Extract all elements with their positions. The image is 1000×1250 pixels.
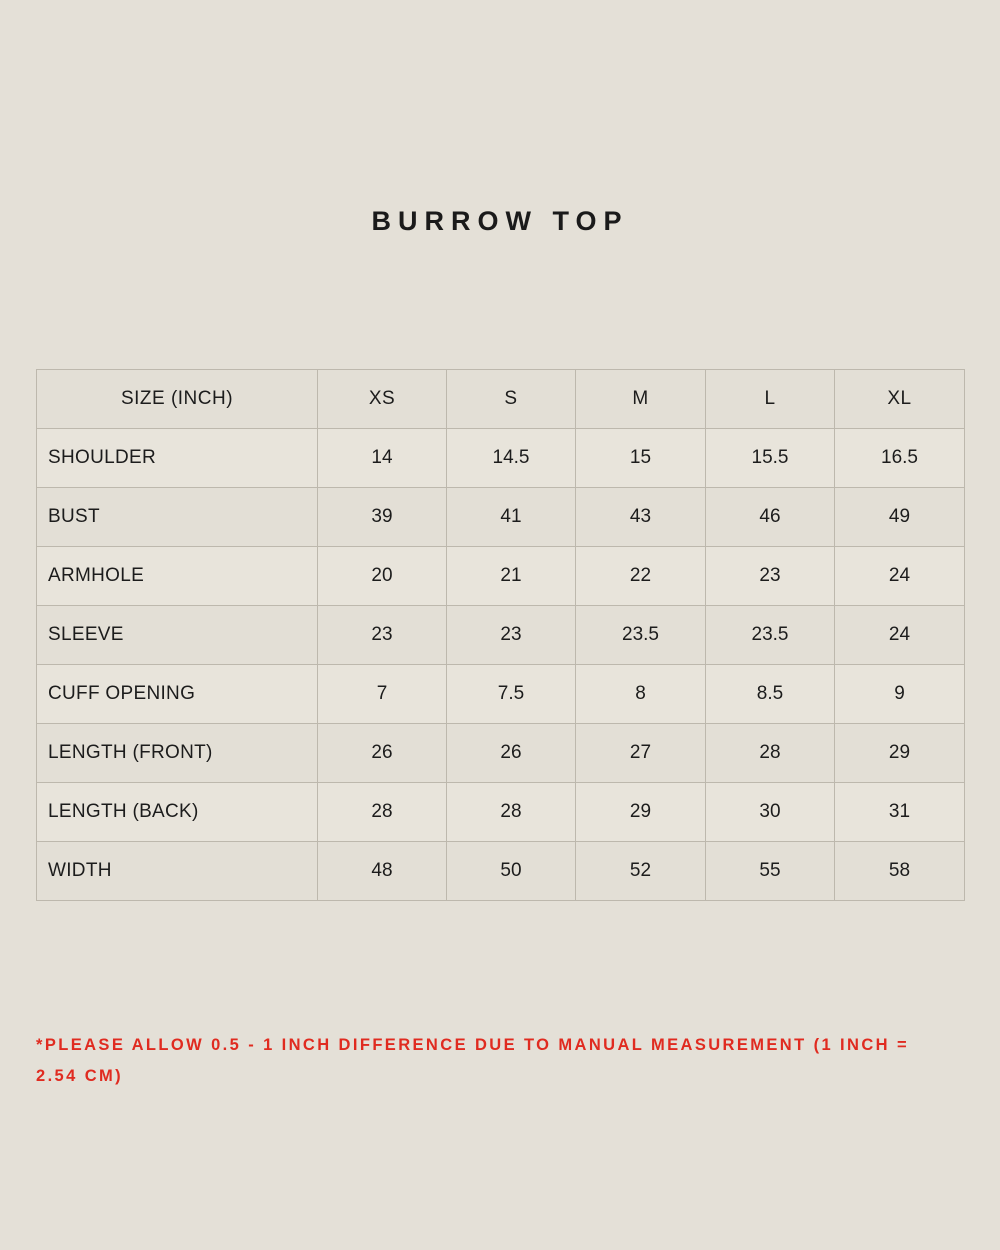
size-chart-table-wrapper xyxy=(36,369,964,901)
cell-value: 58 xyxy=(835,842,965,901)
cell-value: 22 xyxy=(576,547,706,606)
table-header-row xyxy=(37,370,965,429)
column-header-m: M xyxy=(576,370,706,429)
measurement-disclaimer: *PLEASE ALLOW 0.5 - 1 INCH DIFFERENCE DUE TO MANUAL MEASUREMENT (1 INCH = 2.54 CM) xyxy=(36,1036,909,1085)
row-label: CUFF OPENING xyxy=(37,665,318,724)
cell-value: 8 xyxy=(576,665,706,724)
cell-value: 14.5 xyxy=(447,429,576,488)
table-row xyxy=(37,724,965,783)
cell-value: 27 xyxy=(576,724,706,783)
cell-value: 29 xyxy=(576,783,706,842)
column-header-size: SIZE (INCH) xyxy=(37,370,318,429)
cell-value: 28 xyxy=(318,783,447,842)
cell-value: 48 xyxy=(318,842,447,901)
cell-value: 26 xyxy=(447,724,576,783)
cell-value: 46 xyxy=(706,488,835,547)
cell-value: 41 xyxy=(447,488,576,547)
table-row xyxy=(37,665,965,724)
row-label: ARMHOLE xyxy=(37,547,318,606)
cell-value: 23 xyxy=(318,606,447,665)
row-label: WIDTH xyxy=(37,842,318,901)
cell-value: 29 xyxy=(835,724,965,783)
cell-value: 23 xyxy=(447,606,576,665)
column-header-l: L xyxy=(706,370,835,429)
row-label: SLEEVE xyxy=(37,606,318,665)
column-header-s: S xyxy=(447,370,576,429)
cell-value: 26 xyxy=(318,724,447,783)
cell-value: 23.5 xyxy=(706,606,835,665)
cell-value: 28 xyxy=(447,783,576,842)
table-row xyxy=(37,488,965,547)
cell-value: 7.5 xyxy=(447,665,576,724)
table-row xyxy=(37,429,965,488)
cell-value: 23.5 xyxy=(576,606,706,665)
row-label: LENGTH (BACK) xyxy=(37,783,318,842)
table-row xyxy=(37,783,965,842)
table-row xyxy=(37,842,965,901)
cell-value: 31 xyxy=(835,783,965,842)
cell-value: 30 xyxy=(706,783,835,842)
column-header-xl: XL xyxy=(835,370,965,429)
cell-value: 24 xyxy=(835,606,965,665)
row-label: BUST xyxy=(37,488,318,547)
cell-value: 15 xyxy=(576,429,706,488)
table-body xyxy=(37,429,965,901)
cell-value: 52 xyxy=(576,842,706,901)
cell-value: 24 xyxy=(835,547,965,606)
cell-value: 39 xyxy=(318,488,447,547)
column-header-xs: XS xyxy=(318,370,447,429)
cell-value: 55 xyxy=(706,842,835,901)
cell-value: 43 xyxy=(576,488,706,547)
cell-value: 20 xyxy=(318,547,447,606)
cell-value: 7 xyxy=(318,665,447,724)
cell-value: 50 xyxy=(447,842,576,901)
cell-value: 16.5 xyxy=(835,429,965,488)
cell-value: 9 xyxy=(835,665,965,724)
cell-value: 21 xyxy=(447,547,576,606)
cell-value: 14 xyxy=(318,429,447,488)
row-label: LENGTH (FRONT) xyxy=(37,724,318,783)
table-row xyxy=(37,547,965,606)
size-chart-table xyxy=(36,369,965,901)
page-title: BURROW TOP xyxy=(371,206,629,236)
cell-value: 28 xyxy=(706,724,835,783)
cell-value: 23 xyxy=(706,547,835,606)
table-row xyxy=(37,606,965,665)
row-label: SHOULDER xyxy=(37,429,318,488)
table-header xyxy=(37,370,965,429)
cell-value: 8.5 xyxy=(706,665,835,724)
cell-value: 49 xyxy=(835,488,965,547)
cell-value: 15.5 xyxy=(706,429,835,488)
